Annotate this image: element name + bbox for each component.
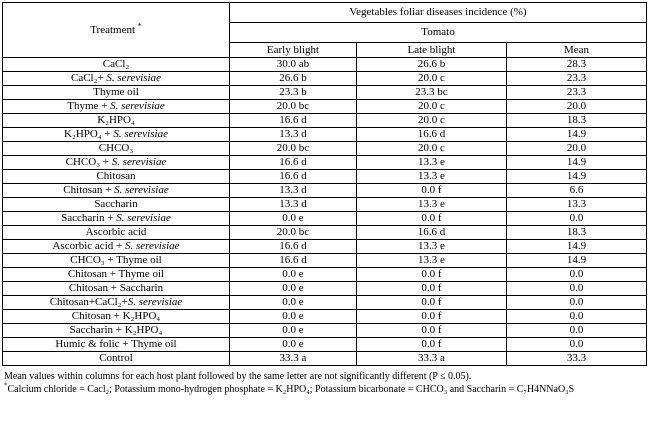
- early-blight-cell: 16.6 d: [230, 114, 357, 128]
- mean-cell: 33.3: [507, 352, 647, 366]
- late-blight-cell: 20.0 c: [357, 72, 507, 86]
- late-blight-cell: 33.3 a: [357, 352, 507, 366]
- treatment-cell: Ascorbic acid: [3, 226, 230, 240]
- treatment-cell: Saccharin: [3, 198, 230, 212]
- treatment-cell: CaCl₂: [3, 58, 230, 72]
- late-blight-cell: 16.6 d: [357, 226, 507, 240]
- late-blight-cell: 0.0 f: [357, 268, 507, 282]
- late-blight-cell: 13.3 e: [357, 240, 507, 254]
- early-blight-cell: 16.6 d: [230, 156, 357, 170]
- table-row: [3, 72, 647, 86]
- treatment-cell: Control: [3, 352, 230, 366]
- table-row: [3, 268, 647, 282]
- mean-cell: 0.0: [507, 212, 647, 226]
- table-row: [3, 282, 647, 296]
- table-row: [3, 114, 647, 128]
- treatment-cell: Humic & folic + Thyme oil: [3, 338, 230, 352]
- table-row: [3, 170, 647, 184]
- early-blight-cell: 23.3 b: [230, 86, 357, 100]
- column-header-mean: Mean: [507, 43, 647, 58]
- table-row: [3, 296, 647, 310]
- treatment-header-asterisk: *: [137, 20, 142, 30]
- treatment-cell: CHCO₃ + Thyme oil: [3, 254, 230, 268]
- mean-cell: 23.3: [507, 86, 647, 100]
- early-blight-cell: 13.3 d: [230, 198, 357, 212]
- table-row: [3, 226, 647, 240]
- early-blight-cell: 0.0 e: [230, 212, 357, 226]
- late-blight-cell: 23.3 bc: [357, 86, 507, 100]
- late-blight-cell: 0.0 f: [357, 282, 507, 296]
- late-blight-cell: 16.6 d: [357, 128, 507, 142]
- treatment-cell: CHCO₃: [3, 142, 230, 156]
- treatment-cell: Chitosan + Saccharin: [3, 282, 230, 296]
- late-blight-cell: 20.0 c: [357, 100, 507, 114]
- mean-cell: 0.0: [507, 296, 647, 310]
- early-blight-cell: 16.6 d: [230, 254, 357, 268]
- treatment-cell: Thyme oil: [3, 86, 230, 100]
- late-blight-cell: 0.0 f: [357, 212, 507, 226]
- table-row: [3, 128, 647, 142]
- treatment-cell: K₂HPO₄: [3, 114, 230, 128]
- mean-cell: 13.3: [507, 198, 647, 212]
- treatment-cell: Saccharin + S. serevisiae: [3, 212, 230, 226]
- mean-cell: 20.0: [507, 142, 647, 156]
- table-row: [3, 352, 647, 366]
- table-row: [3, 184, 647, 198]
- late-blight-cell: 0.0 f: [357, 184, 507, 198]
- early-blight-cell: 20.0 bc: [230, 226, 357, 240]
- mean-cell: 20.0: [507, 100, 647, 114]
- footnote-abbreviations-text: Calcium chloride = Cacl₂; Potassium mono-hydrogen phosphate = K₂HPO₄; Potassium bicarbonate = CHCO₃ and Saccharin = C₇H4NNaO₃S: [7, 384, 575, 395]
- treatment-header-cell: [3, 3, 230, 58]
- early-blight-cell: 0.0 e: [230, 268, 357, 282]
- mean-cell: 0.0: [507, 338, 647, 352]
- treatment-cell: CHCO₃ + S. serevisiae: [3, 156, 230, 170]
- mean-cell: 14.9: [507, 156, 647, 170]
- column-header-late-blight: Late blight: [357, 43, 507, 58]
- mean-cell: 18.3: [507, 226, 647, 240]
- early-blight-cell: 13.3 d: [230, 128, 357, 142]
- early-blight-cell: 26.6 b: [230, 72, 357, 86]
- footnote-asterisk: *: [4, 381, 8, 390]
- table-row: [3, 86, 647, 100]
- late-blight-cell: 0.0 f: [357, 324, 507, 338]
- early-blight-cell: 0.0 e: [230, 338, 357, 352]
- table-row: [3, 156, 647, 170]
- early-blight-cell: 33.3 a: [230, 352, 357, 366]
- early-blight-cell: 0.0 e: [230, 282, 357, 296]
- table-row: [3, 338, 647, 352]
- table-row: [3, 142, 647, 156]
- mean-cell: 23.3: [507, 72, 647, 86]
- mean-cell: 0.0: [507, 324, 647, 338]
- group-header-cell: Vegetables foliar diseases incidence (%): [230, 3, 647, 23]
- incidence-table: [2, 2, 647, 366]
- late-blight-cell: 13.3 e: [357, 198, 507, 212]
- late-blight-cell: 13.3 e: [357, 254, 507, 268]
- treatment-cell: CaCl₂+ S. serevisiae: [3, 72, 230, 86]
- column-header-early-blight: Early blight: [230, 43, 357, 58]
- treatment-cell: Chitosan+CaCl₂+S. serevisiae: [3, 296, 230, 310]
- treatment-cell: Chitosan + K₂HPO₄: [3, 310, 230, 324]
- early-blight-cell: 16.6 d: [230, 240, 357, 254]
- mean-cell: 0.0: [507, 268, 647, 282]
- mean-cell: 0.0: [507, 310, 647, 324]
- treatment-cell: Ascorbic acid + S. serevisiae: [3, 240, 230, 254]
- table-header: [3, 3, 647, 58]
- mean-cell: 14.9: [507, 170, 647, 184]
- table-row: [3, 212, 647, 226]
- late-blight-cell: 13.3 e: [357, 170, 507, 184]
- table-row: [3, 198, 647, 212]
- mean-cell: 6.6: [507, 184, 647, 198]
- mean-cell: 0.0: [507, 282, 647, 296]
- late-blight-cell: 26.6 b: [357, 58, 507, 72]
- late-blight-cell: 20.0 c: [357, 114, 507, 128]
- table-row: [3, 240, 647, 254]
- table-row: [3, 58, 647, 72]
- late-blight-cell: 0.0 f: [357, 338, 507, 352]
- early-blight-cell: 20.0 bc: [230, 100, 357, 114]
- early-blight-cell: 16.6 d: [230, 170, 357, 184]
- table-body: [3, 58, 647, 366]
- table-row: [3, 324, 647, 338]
- early-blight-cell: 20.0 bc: [230, 142, 357, 156]
- treatment-cell: Thyme + S. serevisiae: [3, 100, 230, 114]
- header-row-group: [3, 3, 647, 23]
- footnotes: [2, 370, 646, 396]
- table-row: [3, 310, 647, 324]
- early-blight-cell: 0.0 e: [230, 296, 357, 310]
- treatment-cell: Chitosan + S. serevisiae: [3, 184, 230, 198]
- table-row: [3, 254, 647, 268]
- mean-cell: 14.9: [507, 128, 647, 142]
- late-blight-cell: 13.3 e: [357, 156, 507, 170]
- treatment-cell: Chitosan: [3, 170, 230, 184]
- early-blight-cell: 30.0 ab: [230, 58, 357, 72]
- treatment-header-label: Treatment: [90, 23, 136, 36]
- footnote-abbreviations: [4, 383, 646, 396]
- late-blight-cell: 20.0 c: [357, 142, 507, 156]
- treatment-cell: K₂HPO₄ + S. serevisiae: [3, 128, 230, 142]
- footnote-significance: Mean values within columns for each host plant followed by the same letter are not significantly different (P ≤ 0.05).: [4, 371, 472, 382]
- early-blight-cell: 0.0 e: [230, 310, 357, 324]
- mean-cell: 18.3: [507, 114, 647, 128]
- mean-cell: 28.3: [507, 58, 647, 72]
- late-blight-cell: 0.0 f: [357, 310, 507, 324]
- treatment-cell: Saccharin + K₂HPO₄: [3, 324, 230, 338]
- mean-cell: 14.9: [507, 240, 647, 254]
- crop-header-cell: Tomato: [230, 23, 647, 43]
- treatment-cell: Chitosan + Thyme oil: [3, 268, 230, 282]
- late-blight-cell: 0.0 f: [357, 296, 507, 310]
- early-blight-cell: 13.3 d: [230, 184, 357, 198]
- mean-cell: 14.9: [507, 254, 647, 268]
- table-row: [3, 100, 647, 114]
- early-blight-cell: 0.0 e: [230, 324, 357, 338]
